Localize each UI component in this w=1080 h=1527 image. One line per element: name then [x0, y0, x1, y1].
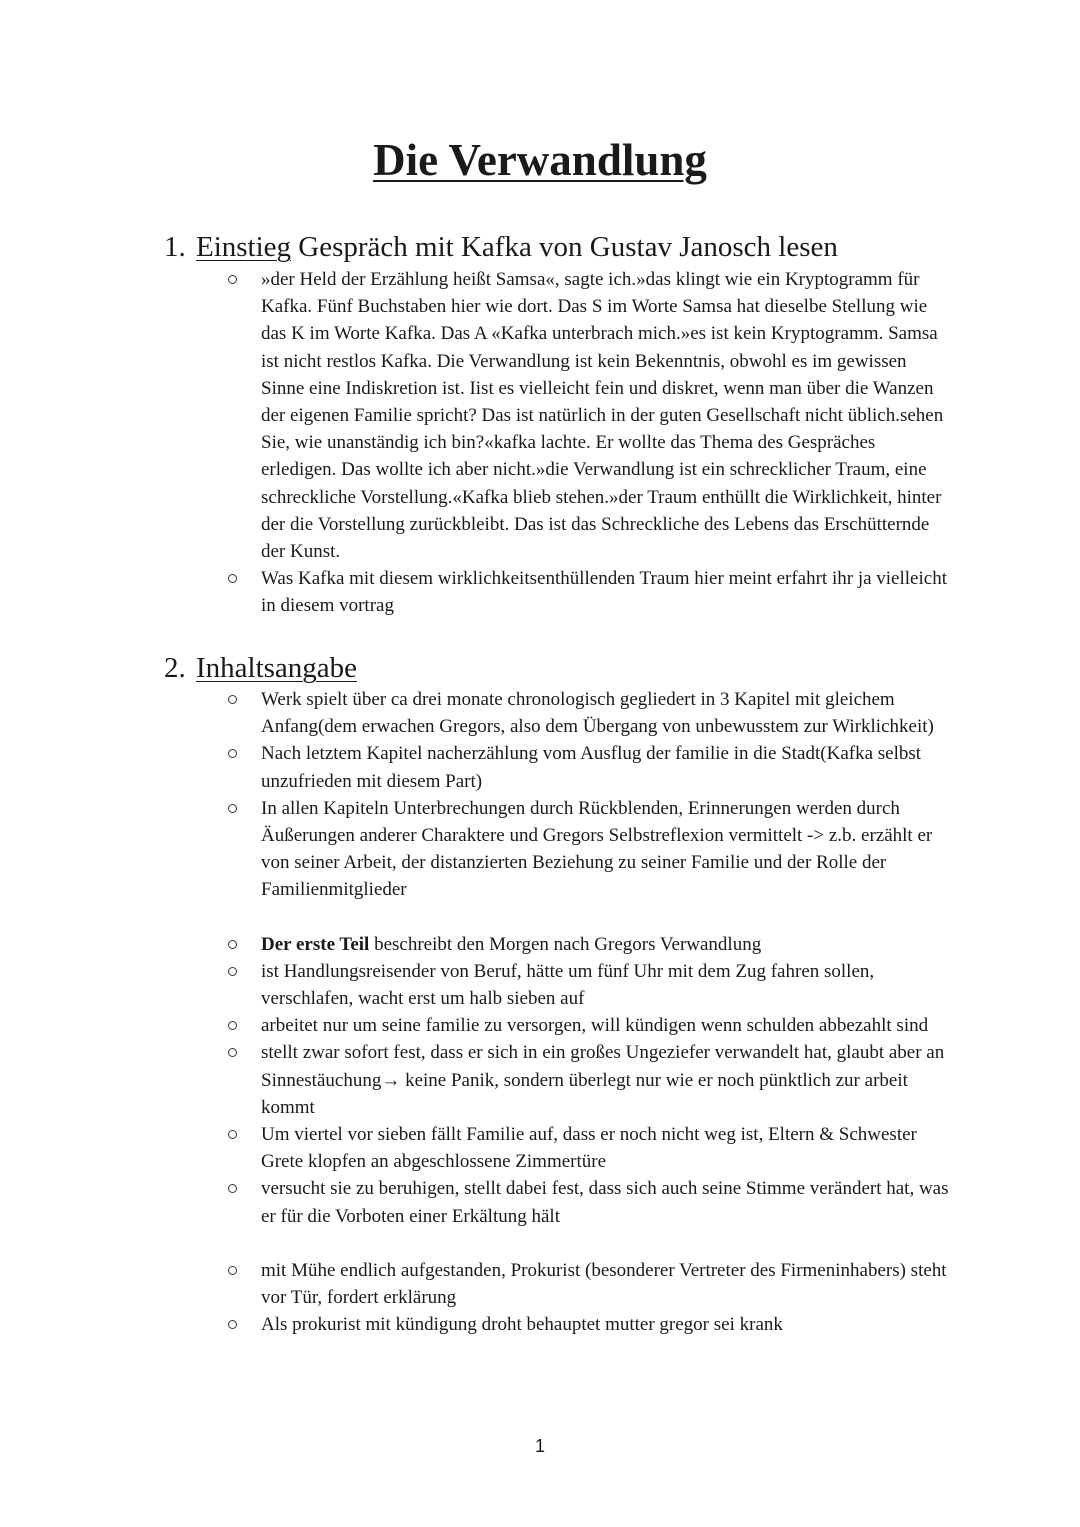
list-item-text: Was Kafka mit diesem wirklichkeitsenthüllenden Traum hier meint erfahrt ihr ja vielleicht in diesem vortrag	[261, 568, 947, 617]
circle-bullet-icon	[228, 1266, 237, 1275]
list-item	[0, 1121, 951, 1175]
list-item-text: In allen Kapiteln Unterbrechungen durch Rückblenden, Erinnerungen werden durch Äußerungen anderer Charaktere und Gregors Selbstreflexion vermittelt -> z.b. erzählt er von seiner Arbeit, der distanzierten Beziehung zu seiner Familie und der Rolle der Familienmitglieder	[261, 797, 933, 901]
page-number: 1	[534, 1436, 545, 1456]
list-item	[0, 740, 951, 794]
section-heading-text: Gespräch mit Kafka von Gustav Janosch lesen	[291, 231, 838, 263]
circle-bullet-icon	[228, 1320, 237, 1329]
section-number: 1.	[164, 231, 186, 263]
list-item-text: arbeitet nur um seine familie zu versorgen, will kündigen wenn schulden abbezahlt sind	[261, 1015, 929, 1037]
list-item	[0, 1257, 951, 1311]
list-item-text: beschreibt den Morgen nach Gregors Verwandlung	[369, 933, 762, 955]
section-heading-underlined: Einstieg	[196, 231, 292, 263]
circle-bullet-icon	[228, 1048, 237, 1057]
circle-bullet-icon	[228, 275, 237, 284]
section-2-bullet-list	[0, 686, 951, 1338]
section-heading-underlined: Inhaltsangabe	[196, 652, 358, 684]
circle-bullet-icon	[228, 1130, 237, 1139]
list-item	[0, 1039, 951, 1121]
section-heading-einstieg	[164, 229, 838, 265]
list-item	[0, 1012, 951, 1039]
list-item-text: »der Held der Erzählung heißt Samsa«, sagte ich.»das klingt wie ein Kryptogramm für Kafka. Fünf Buchstaben hier wie dort. Das S im Worte Samsa hat dieselbe Stellung wie das K im Worte Kafka. Das A «Kafka unterbrach mich.»es ist kein Kryptogramm. Samsa ist nicht restlos Kafka. Die Verwandlung ist kein Bekenntnis, obwohl es im gewissen Sinne eine Indiskretion ist. Iist es vielleicht fein und diskret, wenn man über die Wanzen der eigenen Familie spricht? Das ist natürlich in der guten Gesellschaft nicht üblich.sehen Sie, wie unanständig ich bin?«kafka lachte. Er wollte das Thema des Gespräches erledigen. Das wollte ich aber nicht.»die Verwandlung ist ein schrecklicher Traum, eine schreckliche Vorstellung.«Kafka blieb stehen.»der Traum enthüllt die Wirklichkeit, hinter der die Vorstellung zurückbleibt. Das ist das Schreckliche des Lebens das Erschütternde der Kunst.	[261, 269, 944, 563]
list-item	[0, 686, 951, 740]
list-item	[0, 958, 951, 1012]
list-item-text: stellt zwar sofort fest, dass er sich in ein großes Ungeziefer verwandelt hat, glaubt aber an Sinnestäuchung→ keine Panik, sondern überlegt nur wie er noch pünktlich zur arbeit kommt	[261, 1042, 945, 1118]
part-one-label: Der erste Teil	[261, 933, 370, 955]
section-number: 2.	[164, 652, 186, 684]
circle-bullet-icon	[228, 1184, 237, 1193]
list-item-text: Werk spielt über ca drei monate chronologisch gegliedert in 3 Kapitel mit gleichem Anfang(dem erwachen Gregors, also dem Übergang von unbewusstem zur Wirklichkeit)	[261, 689, 934, 738]
list-item	[0, 931, 951, 958]
circle-bullet-icon	[228, 940, 237, 949]
circle-bullet-icon	[228, 804, 237, 813]
circle-bullet-icon	[228, 749, 237, 758]
circle-bullet-icon	[228, 1021, 237, 1030]
section-heading-inhaltsangabe	[164, 650, 357, 686]
list-item-text: ist Handlungsreisender von Beruf, hätte um fünf Uhr mit dem Zug fahren sollen, verschlafen, wacht erst um halb sieben auf	[261, 960, 875, 1010]
list-item	[0, 1311, 951, 1338]
circle-bullet-icon	[228, 574, 237, 583]
list-item-text: Als prokurist mit kündigung droht behauptet mutter gregor sei krank	[261, 1314, 783, 1336]
list-item	[0, 1175, 951, 1229]
list-item	[0, 565, 951, 619]
list-item-text: versucht sie zu beruhigen, stellt dabei fest, dass sich auch seine Stimme verändert hat, was er für die Vorboten einer Erkältung hält	[261, 1178, 949, 1227]
circle-bullet-icon	[228, 695, 237, 704]
circle-bullet-icon	[228, 967, 237, 976]
list-item-text: Nach letztem Kapitel nacherzählung vom Ausflug der familie in die Stadt(Kafka selbst unzufrieden mit diesem Part)	[261, 743, 922, 792]
list-item-text: mit Mühe endlich aufgestanden, Prokurist (besonderer Vertreter des Firmeninhabers) steht vor Tür, fordert erklärung	[261, 1259, 947, 1309]
section-1-bullet-list	[0, 266, 951, 620]
list-item	[0, 266, 951, 565]
list-item	[0, 795, 951, 904]
list-item-text: Um viertel vor sieben fällt Familie auf, dass er noch nicht weg ist, Eltern & Schwester Grete klopfen an abgeschlossene Zimmertüre	[261, 1124, 917, 1173]
page-title: Die Verwandlung	[373, 135, 707, 185]
